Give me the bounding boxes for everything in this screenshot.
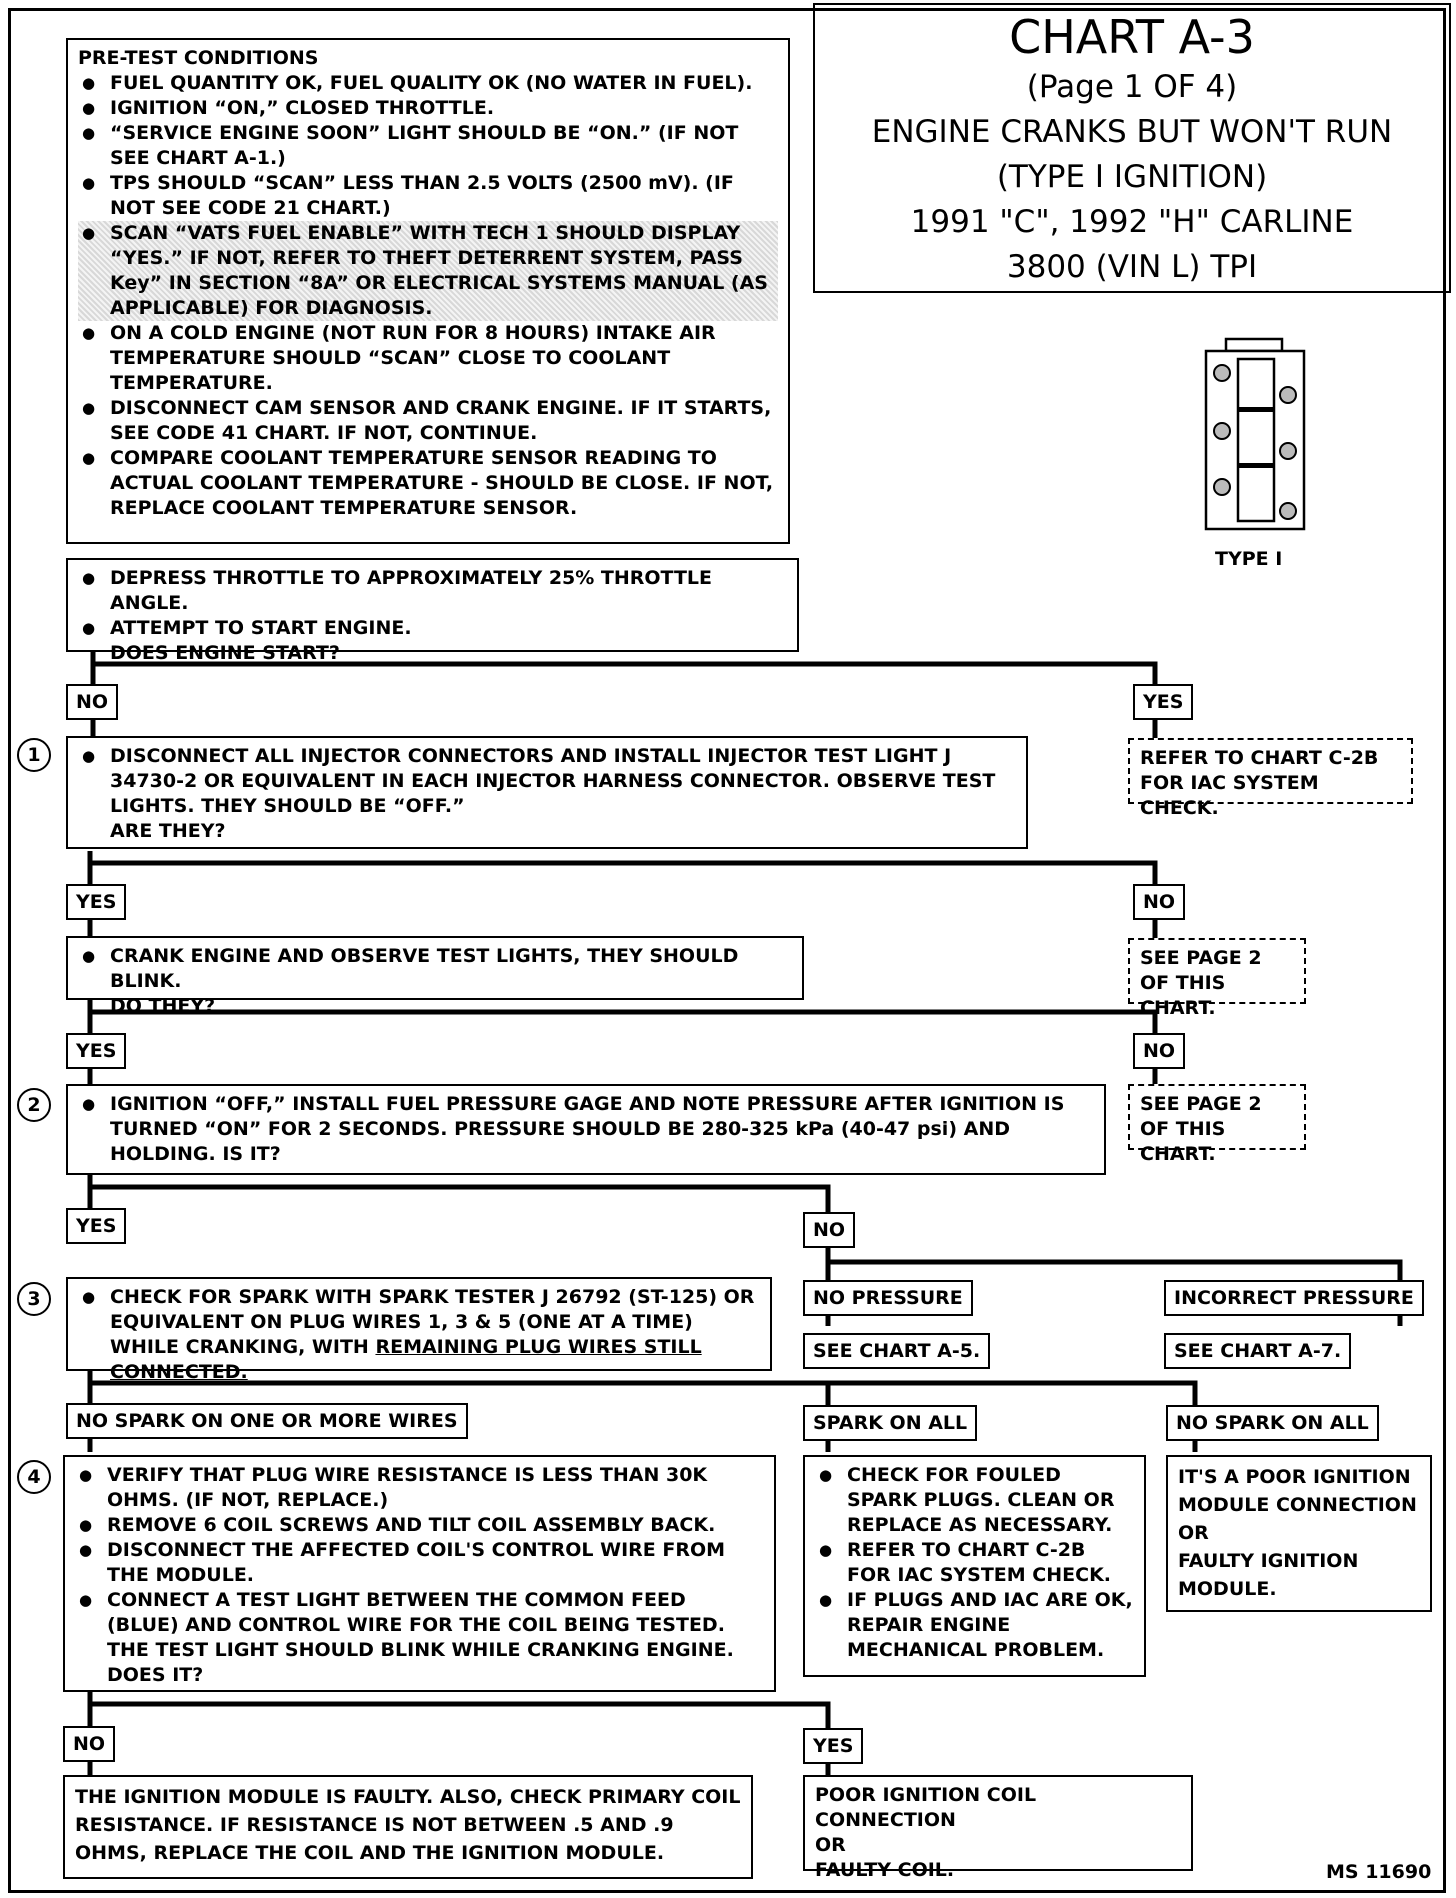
start-engine-box: [66, 558, 799, 664]
chart-title-line4: 3800 (VIN L) TPI: [1006, 249, 1258, 285]
list-item: ● “SERVICE ENGINE SOON” LIGHT SHOULD BE “ON.” (IF NOT SEE CHART A-1.): [78, 121, 778, 171]
crank-list: [78, 944, 792, 994]
step-4-box: [63, 1455, 776, 1692]
ref-chart-a5: SEE CHART A-5.: [803, 1333, 990, 1369]
list-item: ● DISCONNECT CAM SENSOR AND CRANK ENGINE. IF IT STARTS, SEE CODE 41 CHART. IF NOT, CONTINUE.: [78, 396, 778, 446]
list-item: ● ATTEMPT TO START ENGINE.: [78, 616, 787, 641]
step-2-box: [66, 1084, 1106, 1175]
no-spark-all-line3: FAULTY IGNITION MODULE.: [1178, 1550, 1359, 1600]
list-item: ● TPS SHOULD “SCAN” LESS THAN 2.5 VOLTS (2500 mV). (IF NOT SEE CODE 21 CHART.): [78, 171, 778, 221]
label-yes-4: YES: [803, 1728, 863, 1764]
pretest-conditions-box: [66, 38, 790, 544]
label-no-3: NO: [803, 1212, 855, 1248]
list-item: ● VERIFY THAT PLUG WIRE RESISTANCE IS LESS THAN 30K OHMS. (IF NOT, REPLACE.): [75, 1463, 764, 1513]
final-yes-line1: POOR IGNITION COIL CONNECTION: [815, 1784, 1037, 1831]
list-item: ● IGNITION “ON,” CLOSED THROTTLE.: [78, 96, 778, 121]
spark-all-list: [815, 1463, 1134, 1663]
label-no-spark-some: NO SPARK ON ONE OR MORE WIRES: [66, 1403, 468, 1439]
step-4-list: [75, 1463, 764, 1638]
step-1-question: ARE THEY?: [110, 820, 226, 842]
label-yes-2: YES: [66, 1033, 126, 1069]
list-item-shaded: ● SCAN “VATS FUEL ENABLE” WITH TECH 1 SHOULD DISPLAY “YES.” IF NOT, REFER TO THEFT DETERRENT SYSTEM, PASS Key” IN SECTION “8A” OR ELECTRICAL SYSTEMS MANUAL (AS APPLICABLE) FOR DIAGNOSIS.: [78, 221, 778, 321]
list-item: ● REFER TO CHART C-2B FOR IAC SYSTEM CHECK.: [815, 1538, 1134, 1588]
list-item: ● DISCONNECT ALL INJECTOR CONNECTORS AND INSTALL INJECTOR TEST LIGHT J 34730-2 OR EQUIVALENT IN EACH INJECTOR HARNESS CONNECTOR. OBSERVE TEST LIGHTS. THEY SHOULD BE “OFF.”: [78, 744, 1016, 819]
label-no-start: NO: [66, 684, 118, 720]
start-question: DOES ENGINE START?: [110, 642, 340, 664]
label-no-2: NO: [1133, 1033, 1185, 1069]
step-1-box: [66, 736, 1028, 849]
chart-page: (Page 1 OF 4): [1026, 69, 1238, 105]
no-spark-all-line1: IT'S A POOR IGNITION MODULE CONNECTION: [1178, 1466, 1417, 1516]
label-no-1: NO: [1133, 884, 1185, 920]
ref-page2-b: SEE PAGE 2 OF THIS CHART.: [1128, 1084, 1306, 1150]
crank-observe-box: [66, 936, 804, 1017]
label-no-pressure: NO PRESSURE: [803, 1280, 973, 1316]
pretest-heading: PRE-TEST CONDITIONS: [78, 47, 319, 69]
label-yes-1: YES: [66, 884, 126, 920]
label-no-spark-all: NO SPARK ON ALL: [1166, 1405, 1379, 1441]
label-yes-start: YES: [1133, 684, 1193, 720]
final-yes-line2: OR: [815, 1834, 846, 1856]
list-item: ● ON A COLD ENGINE (NOT RUN FOR 8 HOURS) INTAKE AIR TEMPERATURE SHOULD “SCAN” CLOSE TO COOLANT TEMPERATURE.: [78, 321, 778, 396]
chart-title: CHART A-3: [1009, 10, 1255, 64]
ref-chart-a7: SEE CHART A-7.: [1164, 1333, 1351, 1369]
step-2-text: IGNITION “OFF,” INSTALL FUEL PRESSURE GAGE AND NOTE PRESSURE AFTER IGNITION IS TURNED “ON” FOR 2 SECONDS. PRESSURE SHOULD BE 280-325 kPa (40-47 psi) AND HOLDING.: [110, 1093, 1065, 1165]
step-4-question-2: DOES IT?: [107, 1664, 204, 1686]
ignition-module-connector-diagram: [1198, 335, 1313, 535]
list-item: ● IF PLUGS AND IAC ARE OK, REPAIR ENGINE MECHANICAL PROBLEM.: [815, 1588, 1134, 1663]
no-spark-all-line2: OR: [1178, 1522, 1209, 1544]
spark-all-box: [803, 1455, 1146, 1677]
crank-question: DO THEY?: [110, 995, 216, 1017]
list-item: ● COMPARE COOLANT TEMPERATURE SENSOR READING TO ACTUAL COOLANT TEMPERATURE - SHOULD BE CLOSE. IF NOT, REPLACE COOLANT TEMPERATURE SENSOR.: [78, 446, 778, 521]
final-yes-line3: FAULTY COIL.: [815, 1859, 955, 1881]
step-number-3: 3: [17, 1282, 51, 1316]
step-3-box: [66, 1277, 772, 1383]
step-2-question: IS IT?: [222, 1143, 281, 1165]
step-3-list: [78, 1285, 760, 1385]
final-no-box: THE IGNITION MODULE IS FAULTY. ALSO, CHECK PRIMARY COIL RESISTANCE. IF RESISTANCE IS NOT BETWEEN .5 AND .9 OHMS, REPLACE THE COIL AND THE IGNITION MODULE.: [63, 1775, 753, 1879]
label-yes-3: YES: [66, 1208, 126, 1244]
no-spark-all-box: [1166, 1455, 1432, 1612]
list-item: ● FUEL QUANTITY OK, FUEL QUALITY OK (NO WATER IN FUEL).: [78, 71, 778, 96]
start-list: [78, 566, 787, 641]
label-no-4: NO: [63, 1726, 115, 1762]
list-item: [78, 1285, 760, 1385]
list-item: [78, 1092, 1094, 1167]
connector-type-label: TYPE I: [1215, 548, 1283, 570]
list-item: ● DISCONNECT THE AFFECTED COIL'S CONTROL WIRE FROM THE MODULE.: [75, 1538, 764, 1588]
step-number-2: 2: [17, 1088, 51, 1122]
chart-title-block: [813, 3, 1451, 293]
step-number-1: 1: [17, 738, 51, 772]
label-spark-all: SPARK ON ALL: [803, 1405, 977, 1441]
step-1-list: [78, 744, 1016, 819]
final-yes-box: [803, 1775, 1193, 1881]
step-4-question-1: THE TEST LIGHT SHOULD BLINK WHILE CRANKING ENGINE.: [107, 1639, 734, 1661]
chart-title-line1: ENGINE CRANKS BUT WON'T RUN: [871, 114, 1393, 150]
step-3-text: CHECK FOR SPARK WITH SPARK TESTER J 26792 (ST-125) OR EQUIVALENT ON PLUG WIRES 1, 3 & 5 (ONE AT A TIME) WHILE CRANKING, WITH: [110, 1286, 755, 1358]
list-item: ● CHECK FOR FOULED SPARK PLUGS. CLEAN OR REPLACE AS NECESSARY.: [815, 1463, 1134, 1538]
step-3-underlined: REMAINING PLUG WIRES STILL CONNECTED.: [110, 1336, 702, 1383]
step-number-4: 4: [17, 1460, 51, 1494]
chart-title-line3: 1991 "C", 1992 "H" CARLINE: [910, 204, 1354, 240]
figure-id: MS 11690: [1326, 1861, 1432, 1883]
list-item: ● REMOVE 6 COIL SCREWS AND TILT COIL ASSEMBLY BACK.: [75, 1513, 764, 1538]
ref-page2-a: SEE PAGE 2 OF THIS CHART.: [1128, 938, 1306, 1004]
step-2-list: [78, 1092, 1094, 1167]
chart-title-line2: (TYPE I IGNITION): [996, 159, 1268, 195]
list-item: ● DEPRESS THROTTLE TO APPROXIMATELY 25% THROTTLE ANGLE.: [78, 566, 787, 616]
list-item: ● CRANK ENGINE AND OBSERVE TEST LIGHTS, THEY SHOULD BLINK.: [78, 944, 792, 994]
list-item: ● CONNECT A TEST LIGHT BETWEEN THE COMMON FEED (BLUE) AND CONTROL WIRE FOR THE COIL BEING TESTED.: [75, 1588, 764, 1638]
pretest-list: [78, 71, 778, 521]
ref-chart-c2b: REFER TO CHART C-2B FOR IAC SYSTEM CHECK.: [1128, 738, 1413, 804]
label-incorrect-pressure: INCORRECT PRESSURE: [1164, 1280, 1424, 1316]
